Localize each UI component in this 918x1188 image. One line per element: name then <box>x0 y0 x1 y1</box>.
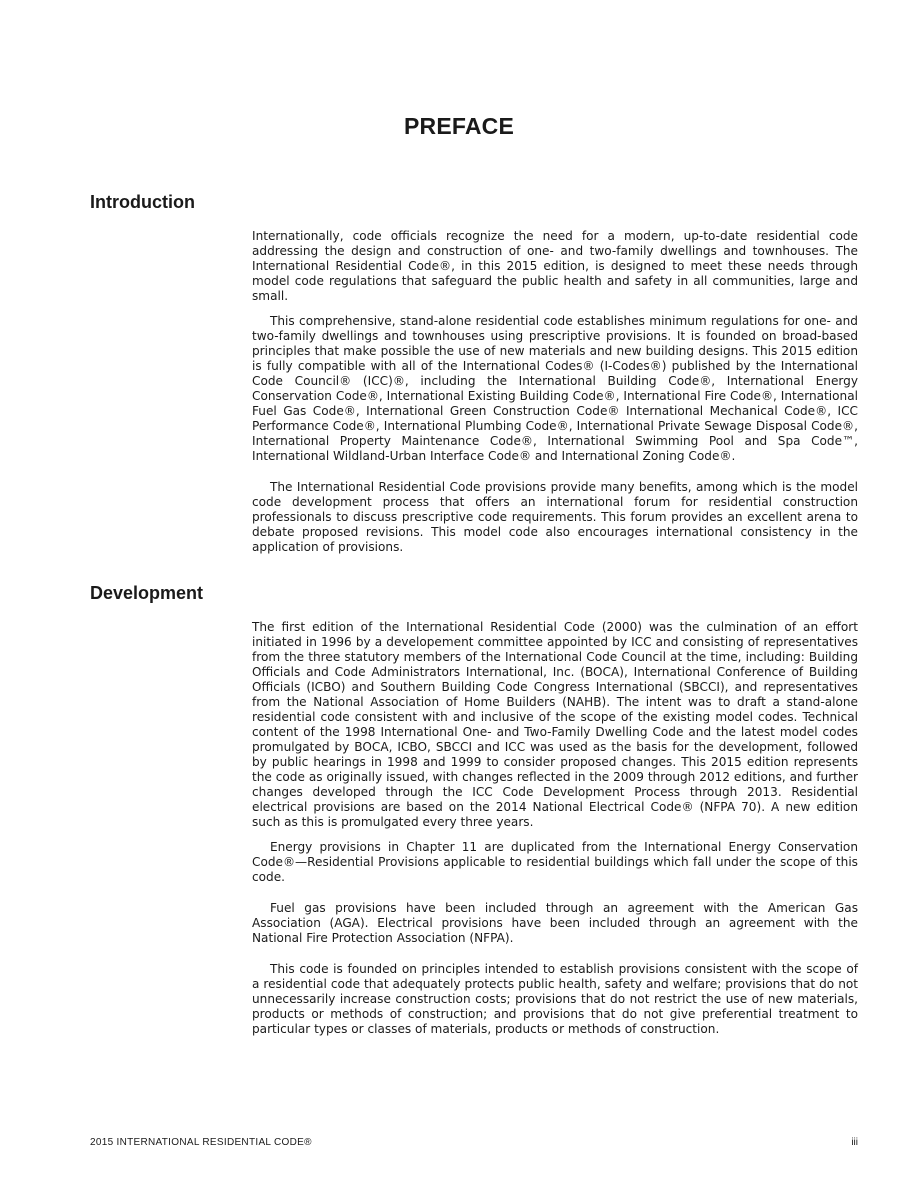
footer-page-number: iii <box>851 1137 858 1148</box>
section-heading-development: Development <box>90 583 204 603</box>
page-title: PREFACE <box>403 113 515 139</box>
development-body <box>252 620 858 1037</box>
development-paragraph: Fuel gas provisions have been included through an agreement with the American Gas Association (AGA). Electrical provisions have been included through an agreement with the National Fire Protection Association (NFPA). <box>252 901 858 945</box>
introduction-paragraph: The International Residential Code provisions provide many benefits, among which is the model code development process that offers an international forum for residential construction professionals to discuss prescriptive code requirements. This forum provides an excellent arena to debate proposed revisions. This model code also encourages international consistency in the application of provisions. <box>252 480 858 554</box>
footer-running-title: 2015 INTERNATIONAL RESIDENTIAL CODE® <box>90 1137 312 1148</box>
development-paragraph: Energy provisions in Chapter 11 are duplicated from the International Energy Conservation Code®—Residential Provisions applicable to residential buildings which fall under the scope of this code. <box>252 840 858 884</box>
introduction-paragraph: This comprehensive, stand-alone residential code establishes minimum regulations for one- and two-family dwellings and townhouses using prescriptive provisions. It is founded on broad-based principles that make possible the use of new materials and new building designs. This 2015 edition is fully compatible with all of the International Codes® (I-Codes®) published by the International Code Council® (ICC)®, including the International Building Code®, International Energy Conservation Code®, International Existing Building Code®, International Fire Code®, International Fuel Gas Code®, International Green Construction Code® International Mechanical Code®, ICC Performance Code®, International Plumbing Code®, International Private Sewage Disposal Code®, International Property Maintenance Code®, International Swimming Pool and Spa Code™, International Wildland-Urban Interface Code® and International Zoning Code®. <box>252 314 858 463</box>
development-paragraph: This code is founded on principles intended to establish provisions consistent with the scope of a residential code that adequately protects public health, safety and welfare; provisions that do not unnecessarily increase construction costs; provisions that do not restrict the use of new materials, products or methods of construction; and provisions that do not give preferential treatment to particular types or classes of materials, products or methods of construction. <box>252 962 858 1036</box>
introduction-paragraph: Internationally, code officials recognize the need for a modern, up-to-date residential code addressing the design and construction of one- and two-family dwellings and townhouses. The International Residential Code®, in this 2015 edition, is designed to meet these needs through model code regulations that safeguard the public health and safety in all communities, large and small. <box>252 229 858 303</box>
section-heading-introduction: Introduction <box>90 192 195 212</box>
development-paragraph: The first edition of the International Residential Code (2000) was the culmination of an effort initiated in 1996 by a developement committee appointed by ICC and consisting of representatives from the three statutory members of the International Code Council at the time, including: Building Officials and Code Administrators International, Inc. (BOCA), International Conference of Building Officials (ICBO) and Southern Building Code Congress International (SBCCI), and representatives from the National Association of Home Builders (NAHB). The intent was to draft a stand-alone residential code consistent with and inclusive of the scope of the existing model codes. Technical content of the 1998 International One- and Two-Family Dwelling Code and the latest model codes promulgated by BOCA, ICBO, SBCCI and ICC was used as the basis for the development, followed by public hearings in 1998 and 1999 to consider proposed changes. This 2015 edition represents the code as originally issued, with changes reflected in the 2009 through 2012 editions, and further changes developed through the ICC Code Development Process through 2013. Residential electrical provisions are based on the 2014 National Electrical Code® (NFPA 70). A new edition such as this is promulgated every three years. <box>252 620 858 829</box>
introduction-body <box>252 229 858 555</box>
